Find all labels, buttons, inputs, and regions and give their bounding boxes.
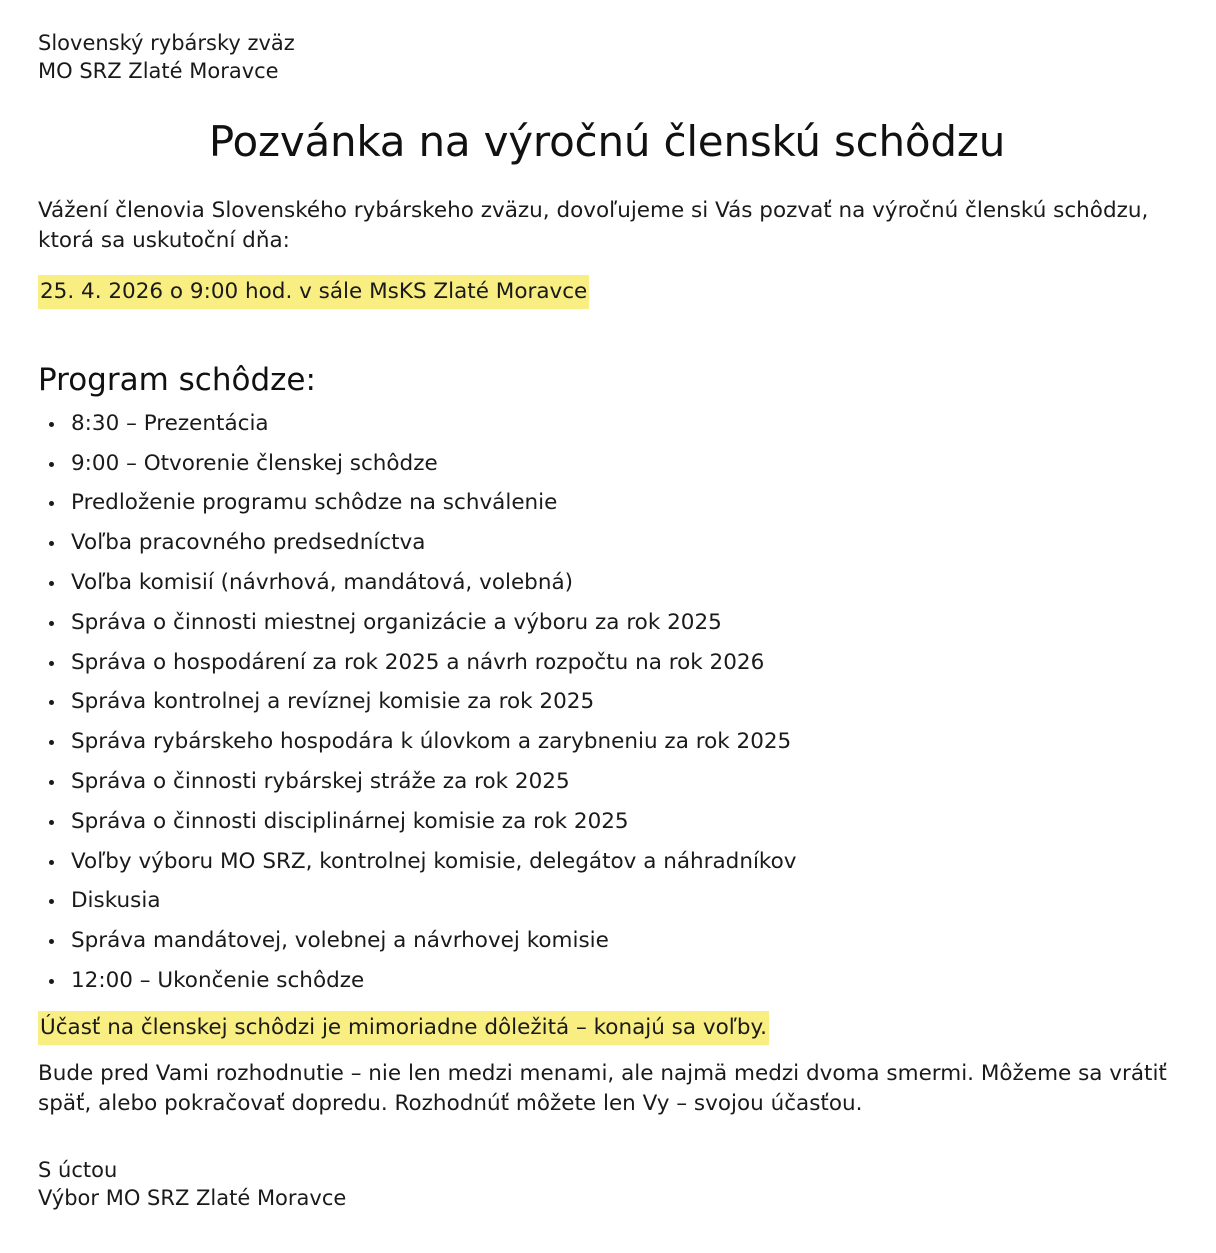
list-item: Správa rybárskeho hospodára k úlovkom a zarybneniu za rok 2025: [38, 731, 1176, 753]
organization-branch: MO SRZ Zlaté Moravce: [38, 58, 279, 83]
program-heading: Program schôdze:: [38, 361, 316, 398]
list-item: Voľba komisií (návrhová, mandátová, volebná): [38, 572, 1176, 594]
organization-header: [38, 30, 1176, 86]
signature-block: [38, 1157, 1176, 1213]
list-item: Správa o činnosti miestnej organizácie a výboru za rok 2025: [38, 612, 1176, 634]
list-item: 8:30 – Prezentácia: [38, 413, 1176, 435]
meeting-date-line: [38, 277, 1176, 307]
intro-paragraph: Vážení členovia Slovenského rybárskeho zväzu, dovoľujeme si Vás pozvať na výročnú členskú schôdzu, ktorá sa uskutoční dňa:: [38, 198, 1149, 253]
closing-paragraph: Bude pred Vami rozhodnutie – nie len medzi menami, ale najmä medzi dvoma smermi. Môžeme sa vrátiť späť, alebo pokračovať dopredu. Rozhodnúť môžete len Vy – svojou účasťou.: [38, 1061, 1167, 1117]
meeting-date-highlight: 25. 4. 2026 o 9:00 hod. v sále MsKS Zlaté Moravce: [38, 275, 589, 309]
list-item: Správa o hospodárení za rok 2025 a návrh rozpočtu na rok 2026: [38, 652, 1176, 674]
list-item: Správa o činnosti disciplinárnej komisie za rok 2025: [38, 811, 1176, 833]
list-item: 9:00 – Otvorenie členskej schôdze: [38, 453, 1176, 475]
signature-signer: Výbor MO SRZ Zlaté Moravce: [38, 1185, 347, 1210]
list-item: Správa mandátovej, volebnej a návrhovej komisie: [38, 930, 1176, 952]
list-item: Voľba pracovného predsedníctva: [38, 532, 1176, 554]
page-title: Pozvánka na výročnú členskú schôdzu: [208, 116, 1006, 166]
signature-salutation: S úctou: [38, 1157, 118, 1182]
list-item: Správa kontrolnej a revíznej komisie za rok 2025: [38, 691, 1176, 713]
list-item: Diskusia: [38, 890, 1176, 912]
attendance-notice-line: [38, 1013, 1176, 1043]
program-list: [38, 410, 1176, 993]
attendance-notice-highlight: Účasť na členskej schôdzi je mimoriadne dôležitá – konajú sa voľby.: [38, 1011, 769, 1045]
organization-name: Slovenský rybársky zväz: [38, 31, 295, 55]
list-item: 12:00 – Ukončenie schôdze: [38, 970, 1176, 992]
list-item: Predloženie programu schôdze na schválenie: [38, 492, 1176, 514]
list-item: Správa o činnosti rybárskej stráže za rok 2025: [38, 771, 1176, 793]
list-item: Voľby výboru MO SRZ, kontrolnej komisie, delegátov a náhradníkov: [38, 851, 1176, 873]
